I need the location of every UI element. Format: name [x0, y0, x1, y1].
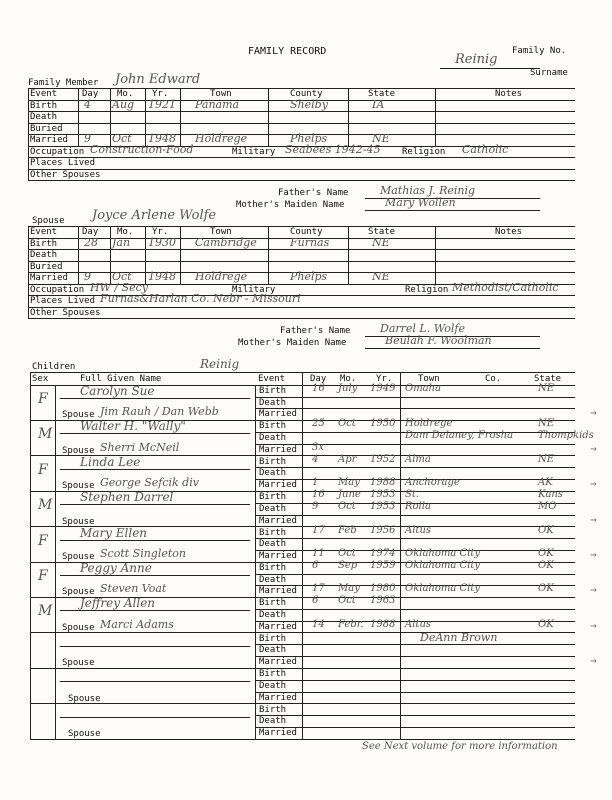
child-death-state: Thompkids — [538, 430, 594, 442]
child-married-day: 3x — [312, 441, 325, 453]
arrow-icon: → — [590, 618, 597, 632]
child-event-label: Birth — [259, 492, 287, 503]
column-header-county: County — [290, 227, 323, 237]
child-married-yr: 1974 — [370, 547, 396, 559]
child-married-day: 17 — [312, 583, 325, 595]
column-divider — [28, 226, 29, 318]
column-header-state: State — [368, 227, 396, 237]
child-event-label: Birth — [259, 669, 287, 680]
event-mo: Aug — [112, 97, 135, 111]
religion-value: Catholic — [462, 142, 509, 156]
rule-line — [60, 504, 250, 505]
occupation-value: Construction-Food — [90, 142, 194, 156]
surname-label: Surname — [530, 68, 568, 78]
column-header-town: Town — [210, 227, 232, 237]
child-birth-town: Omaha — [405, 383, 442, 394]
child-married-mo: Febr. — [338, 618, 364, 630]
rule-line — [30, 455, 255, 456]
rule-line — [255, 644, 575, 645]
rule-line — [255, 703, 575, 704]
father-name-value: Darrel L. Wolfe — [380, 322, 465, 335]
child-column-header-mo: Mo. — [340, 374, 357, 384]
rule-line — [255, 397, 575, 398]
child-event-label: Birth — [259, 386, 287, 396]
child-sex: F — [38, 532, 48, 549]
rule-line — [255, 515, 575, 516]
rule-line — [28, 169, 575, 170]
child-married-state: OK — [538, 618, 554, 630]
child-spouse-name: George Sefcik div — [100, 476, 199, 490]
child-event-label: Death — [259, 433, 287, 444]
child-spouse-name: Steven Voat — [100, 582, 167, 596]
child-married-day: 1 — [312, 477, 319, 489]
child-event-label: Birth — [259, 456, 287, 467]
rule-line — [255, 632, 575, 633]
child-sex: M — [38, 497, 53, 514]
mother-name-label: Mother's Maiden Name — [238, 338, 347, 348]
child-event-label: Death — [259, 539, 287, 550]
event-town: Cambridge — [195, 235, 257, 249]
child-married-mo: May — [338, 583, 360, 595]
child-birth-state: NE — [538, 418, 555, 430]
child-married-town: Oklahoma City — [405, 547, 481, 559]
children-surname: Reinig — [200, 357, 240, 371]
mother-name-value: Mary Wollen — [385, 196, 456, 209]
child-death-town: Dam Delaney, Frosha — [405, 430, 514, 442]
child-birth-town: Holdrege — [405, 418, 453, 430]
child-married-state: OK — [538, 547, 554, 559]
child-event-label: Birth — [259, 527, 287, 538]
rule-line — [255, 656, 575, 657]
column-header-mo: Mo. — [117, 227, 134, 237]
occupation-label: Occupation — [30, 284, 85, 295]
child-death-state: MO — [538, 500, 557, 512]
child-birth-day: 16 — [312, 383, 325, 394]
child-spouse-label: Spouse — [62, 551, 95, 562]
rule-line — [60, 575, 250, 576]
rule-line — [255, 467, 575, 468]
rule-line — [60, 681, 250, 682]
child-married-yr: 1988 — [370, 618, 396, 630]
child-birth-mo: Feb — [338, 524, 357, 536]
child-birth-day: 16 — [312, 489, 325, 501]
event-day: 4 — [84, 97, 91, 111]
event-label: Birth — [30, 238, 58, 249]
column-header-notes: Notes — [495, 89, 523, 99]
child-birth-mo: Sep — [338, 560, 358, 571]
event-label: Buried — [30, 261, 63, 272]
child-event-label: Birth — [259, 563, 287, 573]
child-married-town: Anchorage — [405, 477, 460, 489]
column-divider — [180, 226, 181, 284]
arrow-icon: → — [590, 547, 597, 561]
child-birth-yr: 1956 — [370, 524, 396, 536]
column-header-yr: Yr. — [152, 227, 169, 237]
event-day: 9 — [84, 270, 91, 283]
occupation-label: Occupation — [30, 146, 85, 157]
child-column-header-state: State — [534, 374, 562, 384]
child-event-label: Birth — [259, 421, 287, 432]
footer-note: See Next volume for more information — [362, 741, 558, 752]
religion-label: Religion — [405, 284, 449, 295]
rule-line — [255, 597, 575, 598]
rule-line — [30, 739, 255, 740]
rule-line — [255, 727, 575, 728]
mother-name-value: Beulah F. Woolman — [385, 334, 492, 347]
child-sex: F — [38, 461, 48, 478]
child-spouse-label: Spouse — [62, 445, 95, 456]
child-birth-yr: 1950 — [370, 418, 396, 430]
event-label: Buried — [30, 123, 63, 134]
child-birth-yr: 1959 — [370, 560, 396, 571]
child-married-mo: May — [338, 477, 360, 489]
child-birth-state: NE — [538, 453, 555, 465]
event-town: Holdrege — [195, 132, 248, 145]
child-married-yr: 1980 — [370, 583, 396, 595]
places-lived-value: Furnas&Harlan Co. Nebr - Missouri — [100, 292, 301, 305]
child-event-label: Married — [259, 692, 297, 703]
other-spouses-label: Other Spouses — [30, 307, 101, 318]
event-yr: 1921 — [148, 97, 176, 111]
military-label: Military — [232, 146, 276, 157]
rule-line — [60, 469, 250, 470]
spouse-label: Spouse — [32, 216, 65, 226]
rule-line — [28, 307, 575, 308]
child-spouse-name: Marci Adams — [100, 617, 174, 631]
child-name: Peggy Anne — [80, 561, 152, 575]
religion-value: Methodist/Catholic — [452, 280, 559, 294]
event-day: 9 — [84, 132, 91, 145]
child-married-state: AK — [538, 477, 553, 489]
column-divider — [28, 88, 29, 180]
child-birth-day: 6 — [312, 595, 319, 607]
places-lived-label: Places Lived — [30, 158, 96, 168]
rule-line — [255, 444, 575, 445]
places-lived-label: Places Lived — [30, 296, 96, 306]
father-name-value: Mathias J. Reinig — [380, 184, 476, 197]
column-header-day: Day — [82, 89, 99, 99]
child-name: Walter H. "Wally" — [80, 419, 186, 434]
rule-line — [255, 680, 575, 681]
child-column-header-event: Event — [258, 374, 286, 384]
child-birth-yr: 1963 — [370, 595, 396, 607]
column-header-yr: Yr. — [152, 89, 169, 99]
event-county: Shelby — [290, 97, 328, 111]
rule-line — [28, 318, 575, 319]
rule-line — [60, 646, 250, 647]
child-event-label: Married — [259, 480, 297, 491]
column-divider — [145, 88, 146, 146]
child-spouse-label: Spouse — [68, 728, 101, 739]
column-divider — [302, 372, 303, 739]
child-married-town: Altus — [405, 618, 432, 630]
child-column-header-full given name: Full Given Name — [80, 374, 162, 384]
event-mo: Oct — [112, 132, 132, 145]
column-divider — [110, 88, 111, 146]
rule-line — [60, 398, 250, 399]
column-header-notes: Notes — [495, 227, 523, 237]
father-name-label: Father's Name — [278, 188, 349, 198]
event-county: Phelps — [290, 270, 328, 283]
child-birth-day: 4 — [312, 453, 319, 465]
child-event-label: Married — [259, 409, 297, 420]
rule-line — [28, 180, 575, 181]
rule-line — [255, 715, 575, 716]
child-married-state: OK — [538, 583, 554, 595]
rule-line — [365, 210, 540, 211]
event-yr: 1930 — [148, 235, 176, 249]
other-spouses-label: Other Spouses — [30, 169, 101, 180]
religion-label: Religion — [402, 146, 446, 157]
column-divider — [180, 88, 181, 146]
arrow-icon: → — [590, 406, 597, 420]
column-divider — [400, 372, 401, 739]
child-birth-mo: June — [338, 489, 361, 501]
child-birth-day: 6 — [312, 560, 319, 571]
rule-line — [60, 610, 250, 611]
rule-line — [255, 668, 575, 669]
child-birth-town: Altus — [405, 524, 432, 536]
family-member-name: John Edward — [115, 72, 201, 87]
child-event-label: Married — [259, 515, 297, 526]
child-death-yr: 1953 — [370, 500, 396, 512]
child-birth-state: Kans — [538, 489, 564, 501]
child-birth-state: NE — [538, 383, 555, 394]
child-birth-mo: July — [338, 383, 358, 394]
event-mo: Jan — [112, 235, 131, 249]
child-birth-day: 25 — [312, 418, 325, 430]
child-event-label: Death — [259, 645, 287, 656]
column-header-town: Town — [210, 89, 232, 99]
child-event-label: Death — [259, 610, 287, 621]
child-sex: F — [38, 391, 48, 407]
event-label: Death — [30, 112, 58, 122]
father-name-label: Father's Name — [280, 326, 351, 336]
child-event-label: Death — [259, 680, 287, 691]
column-divider — [435, 88, 436, 146]
child-event-label: Birth — [259, 633, 287, 644]
event-label: Birth — [30, 100, 58, 111]
child-birth-town: Oklahoma City — [405, 560, 481, 571]
rule-line — [30, 703, 255, 704]
event-state: NE — [372, 270, 390, 283]
military-value: Seabees 1942-45 — [285, 142, 381, 156]
child-column-header-town: Town — [418, 374, 440, 384]
child-event-label: Death — [259, 574, 287, 585]
column-divider — [145, 226, 146, 284]
child-column-header-sex: Sex — [32, 374, 49, 384]
event-label: Death — [30, 250, 58, 260]
rule-line — [255, 574, 575, 575]
column-divider — [268, 226, 269, 284]
event-mo: Oct — [112, 270, 132, 283]
rule-line — [255, 538, 575, 539]
arrow-icon: → — [590, 477, 597, 491]
child-name: Stephen Darrel — [80, 490, 174, 505]
occupation-value: HW / Secy — [90, 280, 149, 294]
event-state: NE — [372, 132, 390, 145]
child-sex: F — [38, 568, 48, 584]
military-label: Military — [232, 284, 276, 295]
child-name: Linda Lee — [80, 454, 141, 469]
child-event-label: Birth — [259, 598, 287, 609]
column-header-mo: Mo. — [117, 89, 134, 99]
child-sex: M — [38, 603, 53, 620]
children-label: Children — [32, 362, 76, 372]
column-divider — [348, 88, 349, 146]
event-state: NE — [372, 235, 390, 249]
rule-line — [255, 609, 575, 610]
child-event-label: Married — [259, 727, 297, 738]
column-divider — [78, 226, 79, 284]
column-header-state: State — [368, 89, 396, 99]
column-divider — [348, 226, 349, 284]
rule-line — [255, 692, 575, 693]
child-spouse-label: Spouse — [62, 410, 95, 421]
child-spouse-label: Spouse — [68, 693, 101, 704]
rule-line — [60, 433, 250, 434]
page-title: FAMILY RECORD — [248, 46, 327, 57]
child-birth-town: Alma — [405, 453, 431, 465]
child-birth-state: OK — [538, 560, 554, 571]
child-married-yr: 1988 — [370, 477, 396, 489]
child-column-header-yr: Yr. — [376, 374, 393, 384]
event-town: Holdrege — [195, 270, 248, 283]
child-birth-yr: 1952 — [370, 453, 396, 465]
arrow-icon: → — [590, 512, 597, 526]
column-divider — [268, 88, 269, 146]
child-name: Carolyn Sue — [80, 384, 155, 398]
child-death-day: 9 — [312, 500, 319, 512]
child-name: Mary Ellen — [80, 525, 148, 540]
child-spouse-label: Spouse — [62, 481, 95, 492]
child-spouse-label: Spouse — [62, 587, 95, 598]
child-event-label: Married — [259, 550, 297, 561]
rule-line — [255, 408, 575, 409]
child-column-header-co: Co. — [485, 374, 502, 384]
spouse-name: Joyce Arlene Wolfe — [92, 208, 217, 223]
child-event-label: Married — [259, 657, 297, 668]
child-death-town: Rolla — [405, 500, 431, 512]
child-married-mo: Oct — [338, 547, 356, 559]
child-event-label: Birth — [259, 704, 287, 715]
child-event-label: Death — [259, 716, 287, 727]
child-event-label: Death — [259, 468, 287, 479]
child-birth-yr: 1949 — [370, 383, 396, 394]
child-married-day: 14 — [312, 618, 325, 630]
family-no-label: Family No. — [512, 46, 567, 56]
child-sex: M — [38, 426, 53, 443]
event-label: Married — [30, 273, 68, 283]
family-member-label: Family Member — [28, 78, 99, 88]
event-state: IA — [372, 97, 385, 111]
event-day: 28 — [84, 235, 98, 249]
child-event-label: Death — [259, 503, 287, 514]
column-divider — [435, 226, 436, 284]
child-note: DeAnn Brown — [420, 631, 498, 645]
child-married-day: 11 — [312, 547, 325, 559]
child-birth-day: 17 — [312, 524, 325, 536]
child-birth-mo: Apr — [338, 453, 357, 465]
event-town: Panama — [195, 97, 240, 111]
arrow-icon: → — [590, 441, 597, 455]
child-birth-yr: 1953 — [370, 489, 396, 501]
child-spouse-label: Spouse — [62, 622, 95, 633]
event-yr: 1948 — [148, 270, 176, 283]
column-header-county: County — [290, 89, 323, 99]
child-spouse-name: Sherri McNeil — [100, 440, 180, 454]
child-event-label: Death — [259, 397, 287, 408]
child-death-mo: Oct — [338, 500, 356, 512]
column-header-event: Event — [30, 89, 58, 99]
event-county: Phelps — [290, 132, 328, 145]
event-county: Furnas — [290, 235, 330, 249]
rule-line — [30, 668, 255, 669]
rule-line — [60, 540, 250, 541]
column-header-event: Event — [30, 227, 58, 237]
rule-line — [60, 717, 250, 718]
child-spouse-name: Jim Rauh / Dan Webb — [100, 405, 219, 419]
rule-line — [28, 157, 575, 158]
column-divider — [110, 226, 111, 284]
child-spouse-name: Scott Singleton — [100, 546, 186, 560]
child-birth-mo: Oct — [338, 595, 356, 607]
column-divider — [30, 372, 31, 739]
event-label: Married — [30, 135, 68, 145]
child-spouse-label: Spouse — [62, 658, 95, 669]
mother-name-label: Mother's Maiden Name — [236, 200, 345, 210]
child-event-label: Married — [259, 444, 297, 455]
child-birth-mo: Oct — [338, 418, 356, 430]
child-column-header-day: Day — [310, 374, 327, 384]
child-event-label: Married — [259, 586, 297, 597]
arrow-icon: → — [590, 654, 597, 668]
rule-line — [365, 348, 540, 349]
rule-line — [30, 632, 255, 633]
arrow-icon: → — [590, 583, 597, 597]
child-event-label: Married — [259, 621, 297, 632]
child-name: Jeffrey Allen — [80, 596, 156, 611]
child-birth-town: St. — [405, 489, 420, 501]
child-married-town: Oklahoma City — [405, 583, 481, 595]
child-birth-state: OK — [538, 524, 554, 536]
child-spouse-label: Spouse — [62, 516, 95, 527]
event-yr: 1948 — [148, 132, 176, 145]
surname-value: Reinig — [455, 52, 498, 67]
column-header-day: Day — [82, 227, 99, 237]
column-divider — [78, 88, 79, 146]
